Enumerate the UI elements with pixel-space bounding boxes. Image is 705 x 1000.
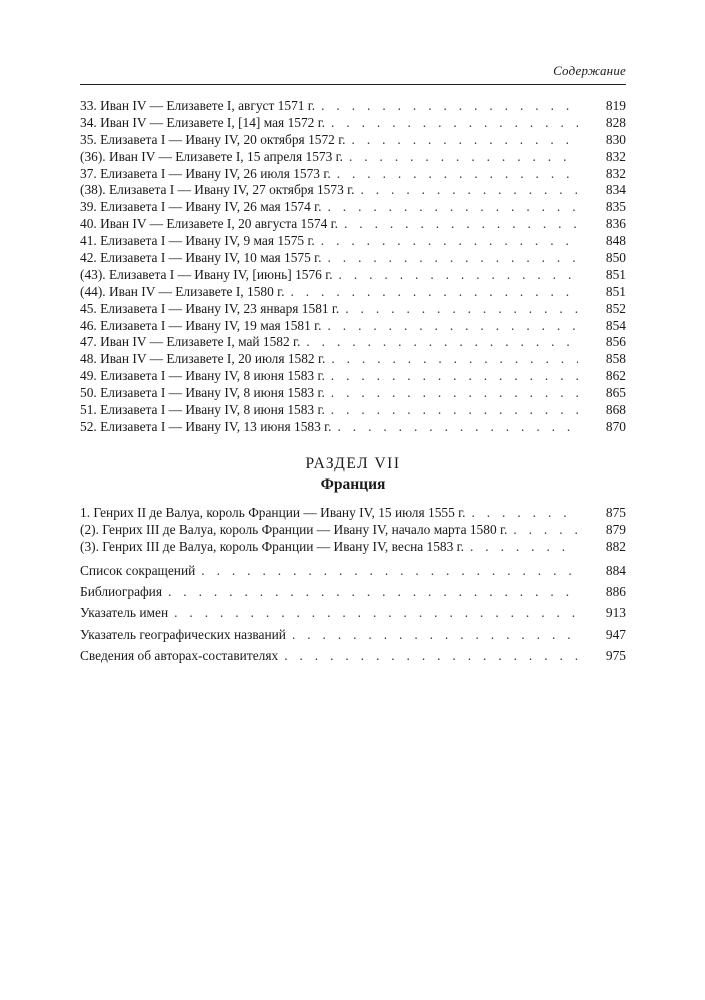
toc-entry-title: 49. Елизавета I — Ивану IV, 8 июня 1583 г. xyxy=(80,368,325,384)
dot-leader xyxy=(360,182,578,199)
dot-leader xyxy=(345,301,578,318)
dot-leader xyxy=(513,522,578,539)
toc-entry-page: 875 xyxy=(605,505,626,520)
toc-entry-title: 40. Иван IV — Елизавете I, 20 августа 1574 г. xyxy=(80,216,338,232)
dot-leader xyxy=(321,98,578,115)
toc-entry xyxy=(80,267,626,284)
header-rule xyxy=(80,84,626,85)
toc-entry xyxy=(80,334,626,351)
toc-entry xyxy=(80,318,626,335)
dot-leader xyxy=(327,318,578,335)
toc-entry-title: 45. Елизавета I — Ивану IV, 23 января 1581 г. xyxy=(80,300,340,316)
toc-entry xyxy=(80,233,626,250)
running-head: Содержание xyxy=(553,63,626,78)
toc-entry xyxy=(80,505,626,522)
toc-entry xyxy=(80,385,626,402)
toc-entry-title: 48. Иван IV — Елизавете I, 20 июля 1582 г. xyxy=(80,351,326,367)
toc-entry-page: 851 xyxy=(605,266,626,282)
toc-entry-page: 835 xyxy=(605,199,626,215)
toc-entry-title: (44). Иван IV — Елизавете I, 1580 г. xyxy=(80,283,285,299)
toc-entry-page: 852 xyxy=(605,300,626,316)
dot-leader xyxy=(339,267,578,284)
toc-entry xyxy=(80,115,626,132)
toc-entry-title: 51. Елизавета I — Ивану IV, 8 июня 1583 г. xyxy=(80,402,325,418)
dot-leader xyxy=(284,645,578,666)
dot-leader xyxy=(174,602,578,623)
toc-entry-page: 830 xyxy=(605,131,626,147)
toc-entry xyxy=(80,132,626,149)
dot-leader xyxy=(292,624,578,645)
toc-entry-title: 52. Елизавета I — Ивану IV, 13 июня 1583 г. xyxy=(80,418,332,434)
toc-entry-page: 850 xyxy=(605,250,626,266)
toc-entry xyxy=(80,301,626,318)
toc-entry xyxy=(80,522,626,539)
toc-entry-title: 1. Генрих II де Валуа, король Франции — Ивану IV, 15 июля 1555 г. xyxy=(80,505,466,520)
dot-leader xyxy=(327,250,578,267)
toc-entry-page: 879 xyxy=(605,521,626,537)
toc-entry-title: (2). Генрих III де Валуа, король Франции — Ивану IV, начало марта 1580 г. xyxy=(80,521,508,537)
toc-entry xyxy=(80,602,626,623)
dot-leader xyxy=(338,419,579,436)
toc-entry-page: 913 xyxy=(605,605,626,621)
toc-entry-title: (36). Иван IV — Елизавете I, 15 апреля 1573 г. xyxy=(80,148,343,164)
toc-entry xyxy=(80,182,626,199)
toc-entry-title: Библиография xyxy=(80,584,163,600)
section-title: Франция xyxy=(320,476,386,493)
toc-entry xyxy=(80,199,626,216)
dot-leader xyxy=(331,368,578,385)
toc-entry-title: 34. Иван IV — Елизавете I, [14] мая 1572 г. xyxy=(80,114,326,130)
toc-entry-page: 884 xyxy=(605,563,626,578)
dot-leader xyxy=(306,334,578,351)
toc-entry-title: (38). Елизавета I — Ивану IV, 27 октября 1573 г. xyxy=(80,182,355,198)
dot-leader xyxy=(470,539,578,556)
dot-leader xyxy=(331,115,578,132)
dot-leader xyxy=(352,132,578,149)
toc-entry xyxy=(80,560,626,581)
toc-entry xyxy=(80,98,626,115)
toc-entry xyxy=(80,216,626,233)
dot-leader xyxy=(201,560,578,581)
toc-entry-title: 47. Иван IV — Елизавете I, май 1582 г. xyxy=(80,334,301,350)
section-number: РАЗДЕЛ VII xyxy=(305,455,401,472)
toc-entry xyxy=(80,351,626,368)
toc-letters-england xyxy=(80,98,626,436)
toc-entry-title: 50. Елизавета I — Ивану IV, 8 июня 1583 г. xyxy=(80,385,325,401)
toc-entry xyxy=(80,539,626,556)
toc-entry-page: 886 xyxy=(605,584,626,600)
toc-entry-title: 39. Елизавета I — Ивану IV, 26 мая 1574 г. xyxy=(80,199,322,215)
toc-entry-page: 819 xyxy=(605,98,626,113)
toc-entry-page: 870 xyxy=(605,418,626,434)
dot-leader xyxy=(349,149,578,166)
toc-entry-page: 848 xyxy=(605,233,626,249)
dot-leader xyxy=(331,385,578,402)
toc-entry-page: 836 xyxy=(605,216,626,232)
toc-entry-title: Сведения об авторах-составителях xyxy=(80,647,279,663)
toc-entry xyxy=(80,581,626,602)
toc-entry-page: 832 xyxy=(605,165,626,181)
dot-leader xyxy=(331,351,578,368)
toc-entry-title: Список сокращений xyxy=(80,563,196,578)
toc-entry-title: 42. Елизавета I — Ивану IV, 10 мая 1575 г. xyxy=(80,250,322,266)
dot-leader xyxy=(290,284,578,301)
toc-entry xyxy=(80,166,626,183)
toc-entry-page: 865 xyxy=(605,385,626,401)
toc-entry xyxy=(80,402,626,419)
toc-entry xyxy=(80,645,626,666)
dot-leader xyxy=(331,402,578,419)
toc-letters-france xyxy=(80,505,626,556)
dot-leader xyxy=(168,581,578,602)
toc-entry-page: 834 xyxy=(605,182,626,198)
toc-entry-page: 947 xyxy=(605,626,626,642)
dot-leader xyxy=(344,216,578,233)
toc-entry-page: 858 xyxy=(605,351,626,367)
toc-entry-title: 33. Иван IV — Елизавете I, август 1571 г. xyxy=(80,98,316,113)
toc-entry xyxy=(80,419,626,436)
toc-entry xyxy=(80,250,626,267)
toc-entry-title: 37. Елизавета I — Ивану IV, 26 июля 1573 г. xyxy=(80,165,331,181)
toc-entry-page: 828 xyxy=(605,114,626,130)
toc-entry-page: 882 xyxy=(605,538,626,554)
toc-entry xyxy=(80,368,626,385)
toc-entry-page: 854 xyxy=(605,317,626,333)
toc-entry-page: 868 xyxy=(605,402,626,418)
toc-entry xyxy=(80,624,626,645)
toc-entry-page: 975 xyxy=(605,647,626,663)
toc-entry-title: (3). Генрих III де Валуа, король Франции — Ивану IV, весна 1583 г. xyxy=(80,538,464,554)
dot-leader xyxy=(337,166,578,183)
dot-leader xyxy=(471,505,578,522)
dot-leader xyxy=(321,233,578,250)
toc-back-matter xyxy=(80,560,626,666)
toc-entry-title: Указатель географических названий xyxy=(80,626,286,642)
toc-entry-page: 862 xyxy=(605,368,626,384)
toc-entry xyxy=(80,284,626,301)
toc-entry-title: 41. Елизавета I — Ивану IV, 9 мая 1575 г. xyxy=(80,233,315,249)
toc-entry xyxy=(80,149,626,166)
toc-entry-page: 851 xyxy=(605,283,626,299)
toc-entry-title: (43). Елизавета I — Ивану IV, [июнь] 1576 г. xyxy=(80,266,333,282)
dot-leader xyxy=(327,199,578,216)
toc-entry-page: 856 xyxy=(605,334,626,350)
toc-entry-title: Указатель имен xyxy=(80,605,169,621)
toc-entry-title: 46. Елизавета I — Ивану IV, 19 мая 1581 г. xyxy=(80,317,322,333)
toc-entry-title: 35. Елизавета I — Ивану IV, 20 октября 1572 г. xyxy=(80,131,346,147)
toc-entry-page: 832 xyxy=(605,148,626,164)
